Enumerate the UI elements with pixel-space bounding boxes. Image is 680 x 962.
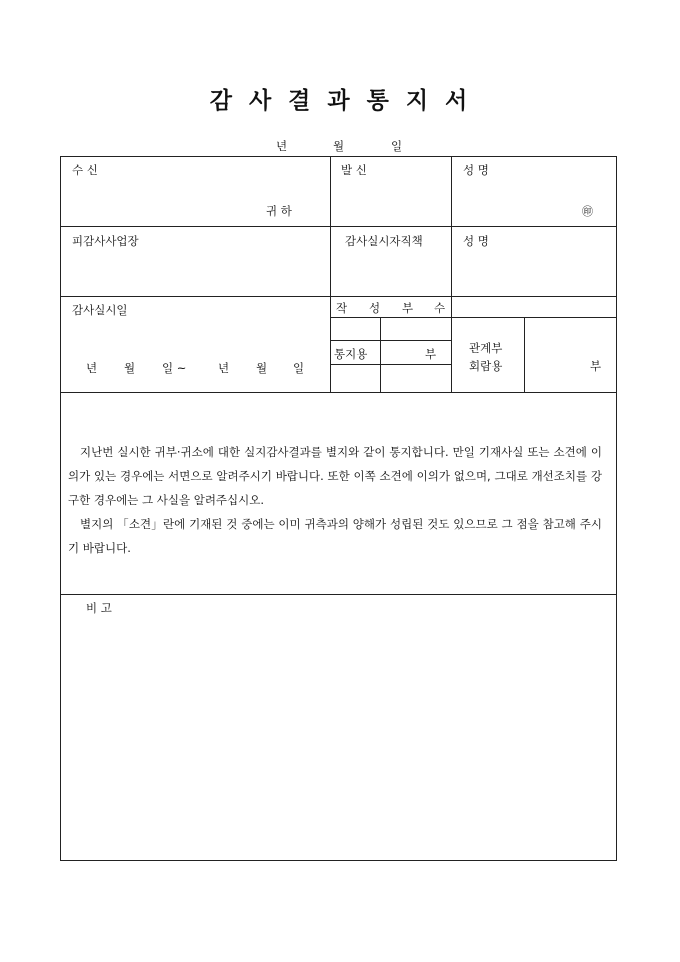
recipient-label: 수 신 (72, 163, 98, 177)
audit-date-range-month2: 월 (256, 361, 268, 375)
title-char: 감 (209, 87, 235, 114)
related-label-2: 회람용 (469, 359, 503, 373)
copies-header-2: 성 (369, 301, 381, 315)
title-char: 결 (288, 87, 314, 114)
related-label-1: 관계부 (469, 341, 503, 355)
related-copy-unit: 부 (590, 359, 602, 373)
document-title (0, 82, 680, 115)
sender-name-label: 성 명 (463, 163, 489, 177)
title-char: 사 (248, 87, 275, 114)
seal-mark: ㊞ (582, 205, 593, 218)
date-year: 년 (276, 139, 288, 153)
auditor-name-label: 성 명 (463, 234, 489, 248)
title-char: 서 (445, 87, 471, 114)
title-char: 통 (366, 87, 392, 114)
copies-header-4: 수 (434, 301, 446, 315)
body-paragraph-2: 별지의 「소견」란에 기재된 것 중에는 이미 귀측과의 양해가 성립된 것도 있으므로 그 점을 참고해 주시기 바랍니다. (68, 517, 602, 555)
audit-date-label: 감사실시일 (72, 303, 128, 317)
audit-date-range-year2: 년 (218, 361, 230, 375)
title-char: 과 (327, 87, 353, 114)
notice-copy-label: 통지용 (334, 347, 368, 361)
auditor-title-label: 감사실시자직책 (345, 234, 423, 248)
audit-date-range-month1: 월 (124, 361, 136, 375)
audit-date-range-day2: 일 (293, 361, 305, 375)
body-paragraph-1: 지난번 실시한 귀부·귀소에 대한 실지감사결과를 별지와 같이 통지합니다. 만일 기재사실 또는 소견에 이의가 있는 경우에는 서면으로 알려주시기 바랍니다. 또한 이쪽 소견에 이의가 없으며, 그대로 개선조치를 강구한 경우에는 그 사실을 알려주십시오. (68, 445, 602, 507)
audit-date-range-year1: 년 (86, 361, 98, 375)
audit-date-range-day1: 일 ~ (162, 361, 187, 375)
date-month: 월 (333, 139, 345, 153)
title-char: 지 (405, 87, 432, 114)
copies-header-3: 부 (402, 301, 414, 315)
notice-copy-unit: 부 (425, 347, 437, 361)
copies-header-1: 작 (336, 301, 348, 315)
audited-workplace-label: 피감사사업장 (72, 234, 139, 248)
recipient-honorific: 귀 하 (266, 204, 292, 218)
sender-label: 발 신 (341, 163, 367, 177)
notice-body (68, 440, 602, 560)
remarks-label: 비 고 (86, 601, 112, 615)
date-day: 일 (391, 139, 403, 153)
